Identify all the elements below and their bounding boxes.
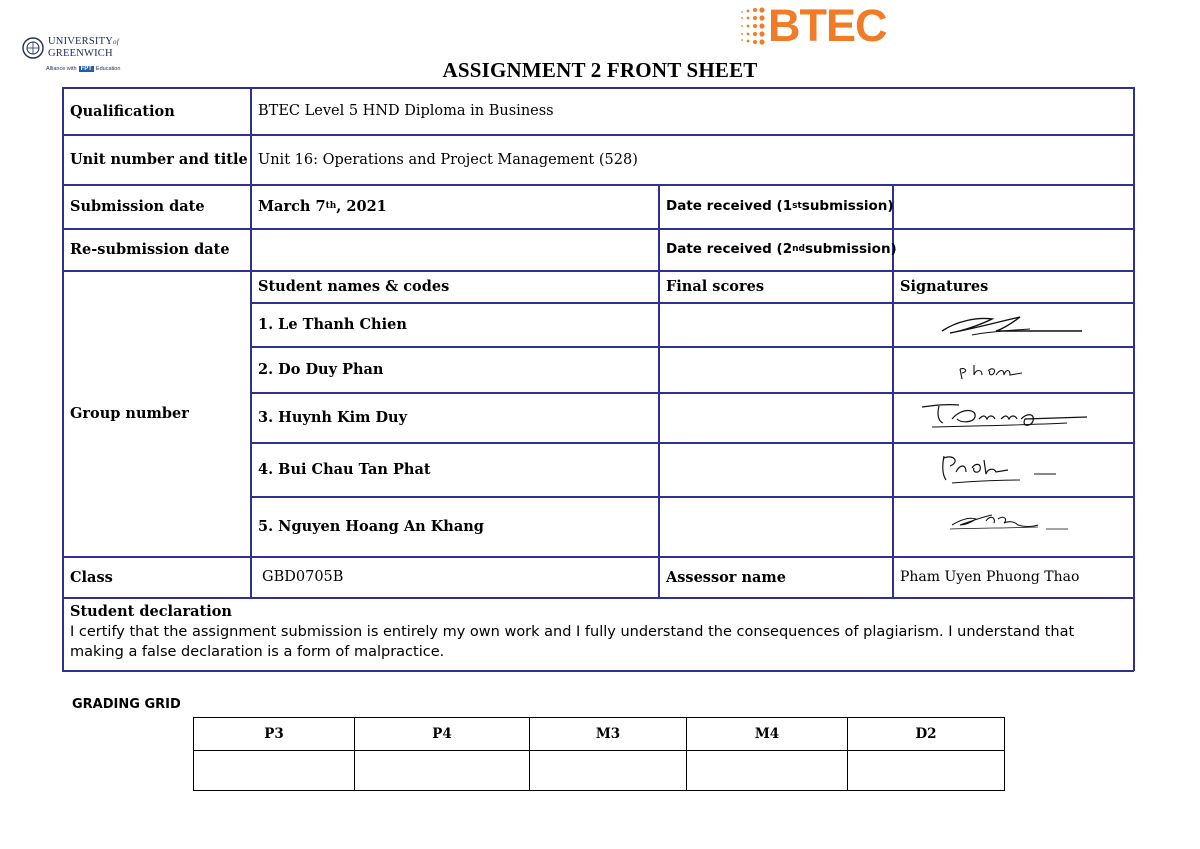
grade-cell-p3 bbox=[194, 751, 355, 791]
group-number-label: Group number bbox=[70, 405, 189, 422]
declaration-text: I certify that the assignment submission is entirely my own work and I fully understand the consequences of plagiarism. I understand that making a false declaration is a form of malpractice. bbox=[70, 624, 1075, 660]
alliance-fpt-text: Alliance with FPT Education bbox=[46, 66, 121, 72]
student-name-4: 4. Bui Chau Tan Phat bbox=[258, 460, 431, 478]
page-title: ASSIGNMENT 2 FRONT SHEET bbox=[442, 58, 758, 82]
qualification-value: BTEC Level 5 HND Diploma in Business bbox=[258, 103, 554, 119]
btec-dots-icon bbox=[738, 4, 768, 48]
resubmission-date-value bbox=[250, 228, 658, 270]
unit-label: Unit number and title bbox=[70, 151, 248, 168]
grade-cell-m4 bbox=[687, 751, 848, 791]
grade-header-d2: D2 bbox=[848, 718, 1005, 751]
signature-5 bbox=[942, 505, 1082, 535]
qualification-label: Qualification bbox=[70, 102, 175, 120]
signature-3 bbox=[917, 399, 1097, 433]
submission-date-value: March 7 th , 2021 bbox=[258, 197, 387, 215]
unit-value: Unit 16: Operations and Project Management (528) bbox=[258, 151, 638, 168]
signatures-header: Signatures bbox=[900, 277, 989, 295]
student-declaration bbox=[70, 602, 1120, 662]
grade-cell-d2 bbox=[848, 751, 1005, 791]
assessor-label: Assessor name bbox=[666, 568, 786, 586]
resubmission-date-label: Re-submission date bbox=[70, 240, 230, 258]
student-name-5: 5. Nguyen Hoang An Khang bbox=[258, 517, 484, 535]
signature-2 bbox=[952, 355, 1082, 383]
class-label: Class bbox=[70, 568, 113, 586]
grading-grid bbox=[193, 717, 1005, 791]
grade-cell-m3 bbox=[530, 751, 687, 791]
btec-wordmark: BTEC bbox=[768, 0, 887, 51]
grade-header-m4: M4 bbox=[687, 718, 848, 751]
student-name-1: 1. Le Thanh Chien bbox=[258, 315, 407, 333]
student-names-header: Student names & codes bbox=[258, 277, 450, 295]
class-value: GBD0705B bbox=[262, 569, 344, 585]
greenwich-crest-icon bbox=[22, 37, 44, 59]
date-received-second-value bbox=[892, 228, 1134, 270]
date-received-second-label: Date received (2 nd submission) bbox=[666, 241, 897, 257]
grade-header-p4: P4 bbox=[355, 718, 530, 751]
assessor-value: Pham Uyen Phuong Thao bbox=[900, 569, 1080, 585]
signature-1 bbox=[932, 309, 1092, 341]
date-received-first-value bbox=[892, 184, 1134, 228]
date-received-first-label: Date received (1 st submission) bbox=[666, 198, 894, 214]
btec-logo bbox=[738, 0, 888, 51]
grading-grid-label: GRADING GRID bbox=[72, 697, 181, 712]
greenwich-wordmark: UNIVERSITYof GREENWICH bbox=[48, 36, 119, 59]
student-name-2: 2. Do Duy Phan bbox=[258, 360, 384, 378]
final-scores-header: Final scores bbox=[666, 277, 764, 295]
declaration-heading: Student declaration bbox=[70, 603, 232, 620]
grade-cell-p4 bbox=[355, 751, 530, 791]
signature-4 bbox=[934, 450, 1074, 488]
submission-date-label: Submission date bbox=[70, 197, 205, 215]
front-sheet-table bbox=[62, 87, 1134, 671]
grade-header-m3: M3 bbox=[530, 718, 687, 751]
grade-header-p3: P3 bbox=[194, 718, 355, 751]
student-name-3: 3. Huynh Kim Duy bbox=[258, 408, 408, 426]
